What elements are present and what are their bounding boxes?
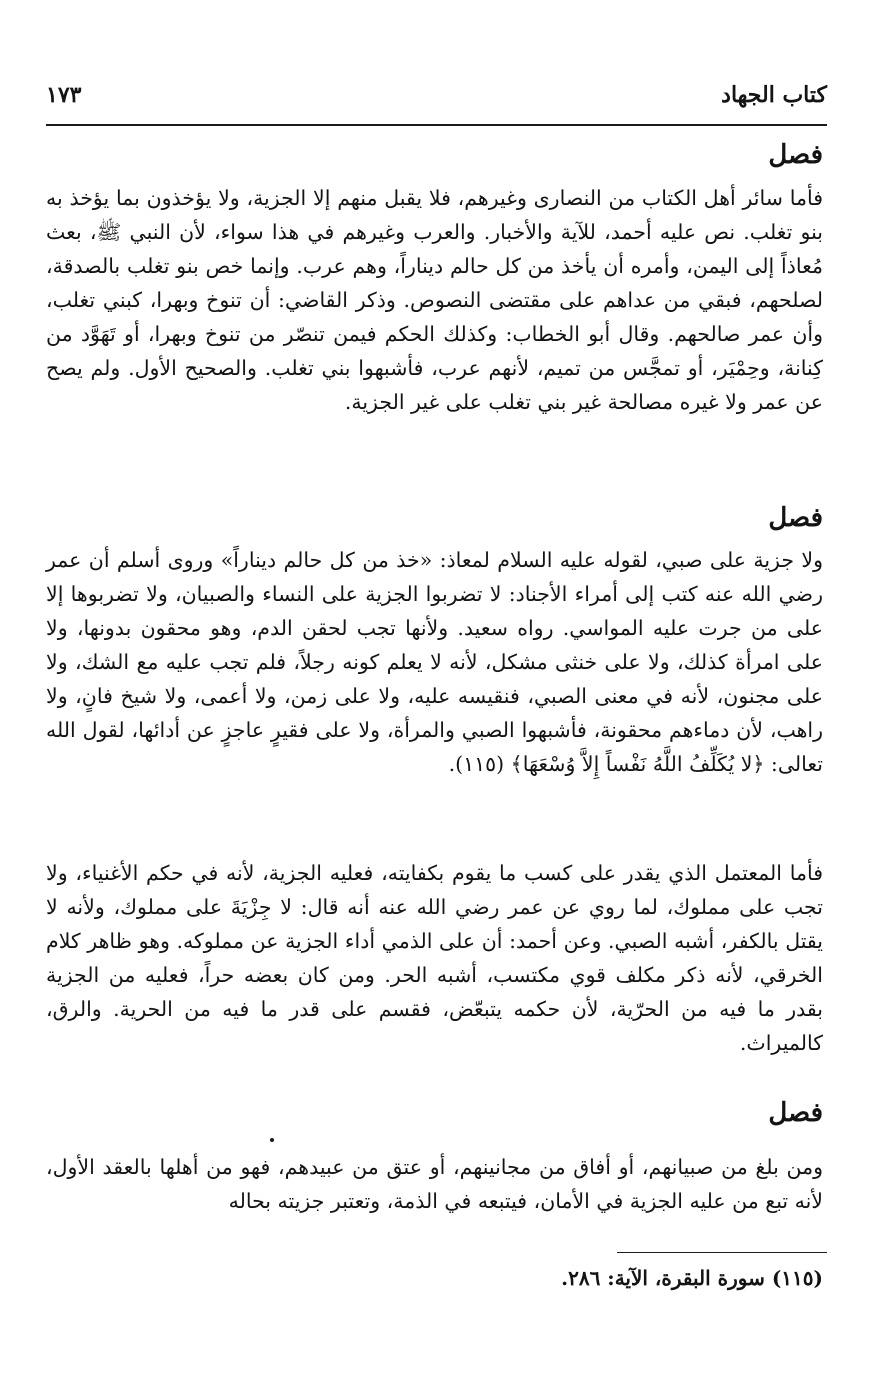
section-1-paragraph-1: فأما سائر أهل الكتاب من النصارى وغيرهم، فلا يقبل منهم إلا الجزية، ولا يؤخذون بما يؤخذ به بنو تغلب. نص عليه أحمد، للآية والأخبار. والعرب وغيرهم في هذا سواء، لأن النبي ﷺ، بعث مُعاذاً إلى اليمن، وأمره أن يأخذ من كل حالم ديناراً، وهم عرب. وإنما خص بنو تغلب بالصدقة، لصلحهم، فبقي من عداهم على مقتضى النصوص. وذكر القاضي: أن تنوخ وبهرا، كبني تغلب، وأن عمر صالحهم. وقال أبو الخطاب: وكذلك الحكم فيمن تنصّر من تنوخ وبهرا، أو تَهَوَّد من كِنانة، وحِمْيَر، أو تمجَّس من تميم، لأنهم عرب، فأشبهوا بني تغلب. والصحيح الأول. ولم يصح عن عمر ولا غيره مصالحة غير بني تغلب على غير الجزية. [46,186,823,414]
header-rule [46,124,827,126]
section-2-paragraph-1: ولا جزية على صبي، لقوله عليه السلام لمعاذ: «خذ من كل حالم ديناراً» وروى أسلم أن عمر رضي الله عنه كتب إلى أمراء الأجناد: لا تضربوا الجزية على النساء والصبيان، ولا تضربوها إلا على من جرت عليه المواسي. رواه سعيد. ولأنها تجب لحقن الدم، وهو محقون بدونها، ولا على امرأة كذلك، ولا على خنثى مشكل، لأنه لا يعلم كونه رجلاً، فلم تجب عليه مع الشك، ولا على مجنون، لأنه في معنى الصبي، فنقيسه عليه، ولا على زمن، ولا أعمى، ولا شيخ فانٍ، ولا راهب، لأن دماءهم محقونة، فأشبهوا الصبي والمرأة، ولا على فقيرٍ عاجزٍ عن أدائها، لقول الله تعالى: ﴿لا يُكَلِّفُ اللَّهُ نَفْساً إِلاَّ وُسْعَهَا﴾ (١١٥). [46,548,823,776]
section-3-paragraph-1: ومن بلغ من صبيانهم، أو أفاق من مجانينهم، أو عتق من عبيدهم، فهو من أهلها بالعقد الأول، لأنه تبع من عليه الجزية في الأمان، فيتبعه في الذمة، وتعتبر جزيته بحاله [46,1155,823,1213]
section-title-3: فصل [768,1098,823,1128]
stray-ink-dot [270,1138,274,1142]
page-header [46,72,827,118]
running-title: كتاب الجهاد [721,82,827,108]
footnote-rule [617,1252,827,1253]
section-title-2: فصل [768,503,823,533]
section-title-1: فصل [768,140,823,170]
footnote-115: (١١٥) سورة البقرة، الآية: ٢٨٦. [561,1266,823,1290]
section-2-paragraph-2: فأما المعتمل الذي يقدر على كسب ما يقوم بكفايته، فعليه الجزية، لأنه في حكم الأغنياء، ولا تجب على مملوك، لما روي عن عمر رضي الله عنه أنه قال: لا جِزْيَةَ على مملوك، ولأنه لا يقتل بالكفر، أشبه الصبي. وعن أحمد: أن على الذمي أداء الجزية عن مملوكه. وهو ظاهر كلام الخرقي، لأنه ذكر مكلف قوي مكتسب، أشبه الحر. ومن كان بعضه حراً، فعليه من الجزية بقدر ما فيه من الحرّية، لأن حكمه يتبعّض، فقسم على قدر ما فيه من الحرية. والرق، كالميراث. [46,861,823,1055]
page-number: ١٧٣ [46,82,82,108]
